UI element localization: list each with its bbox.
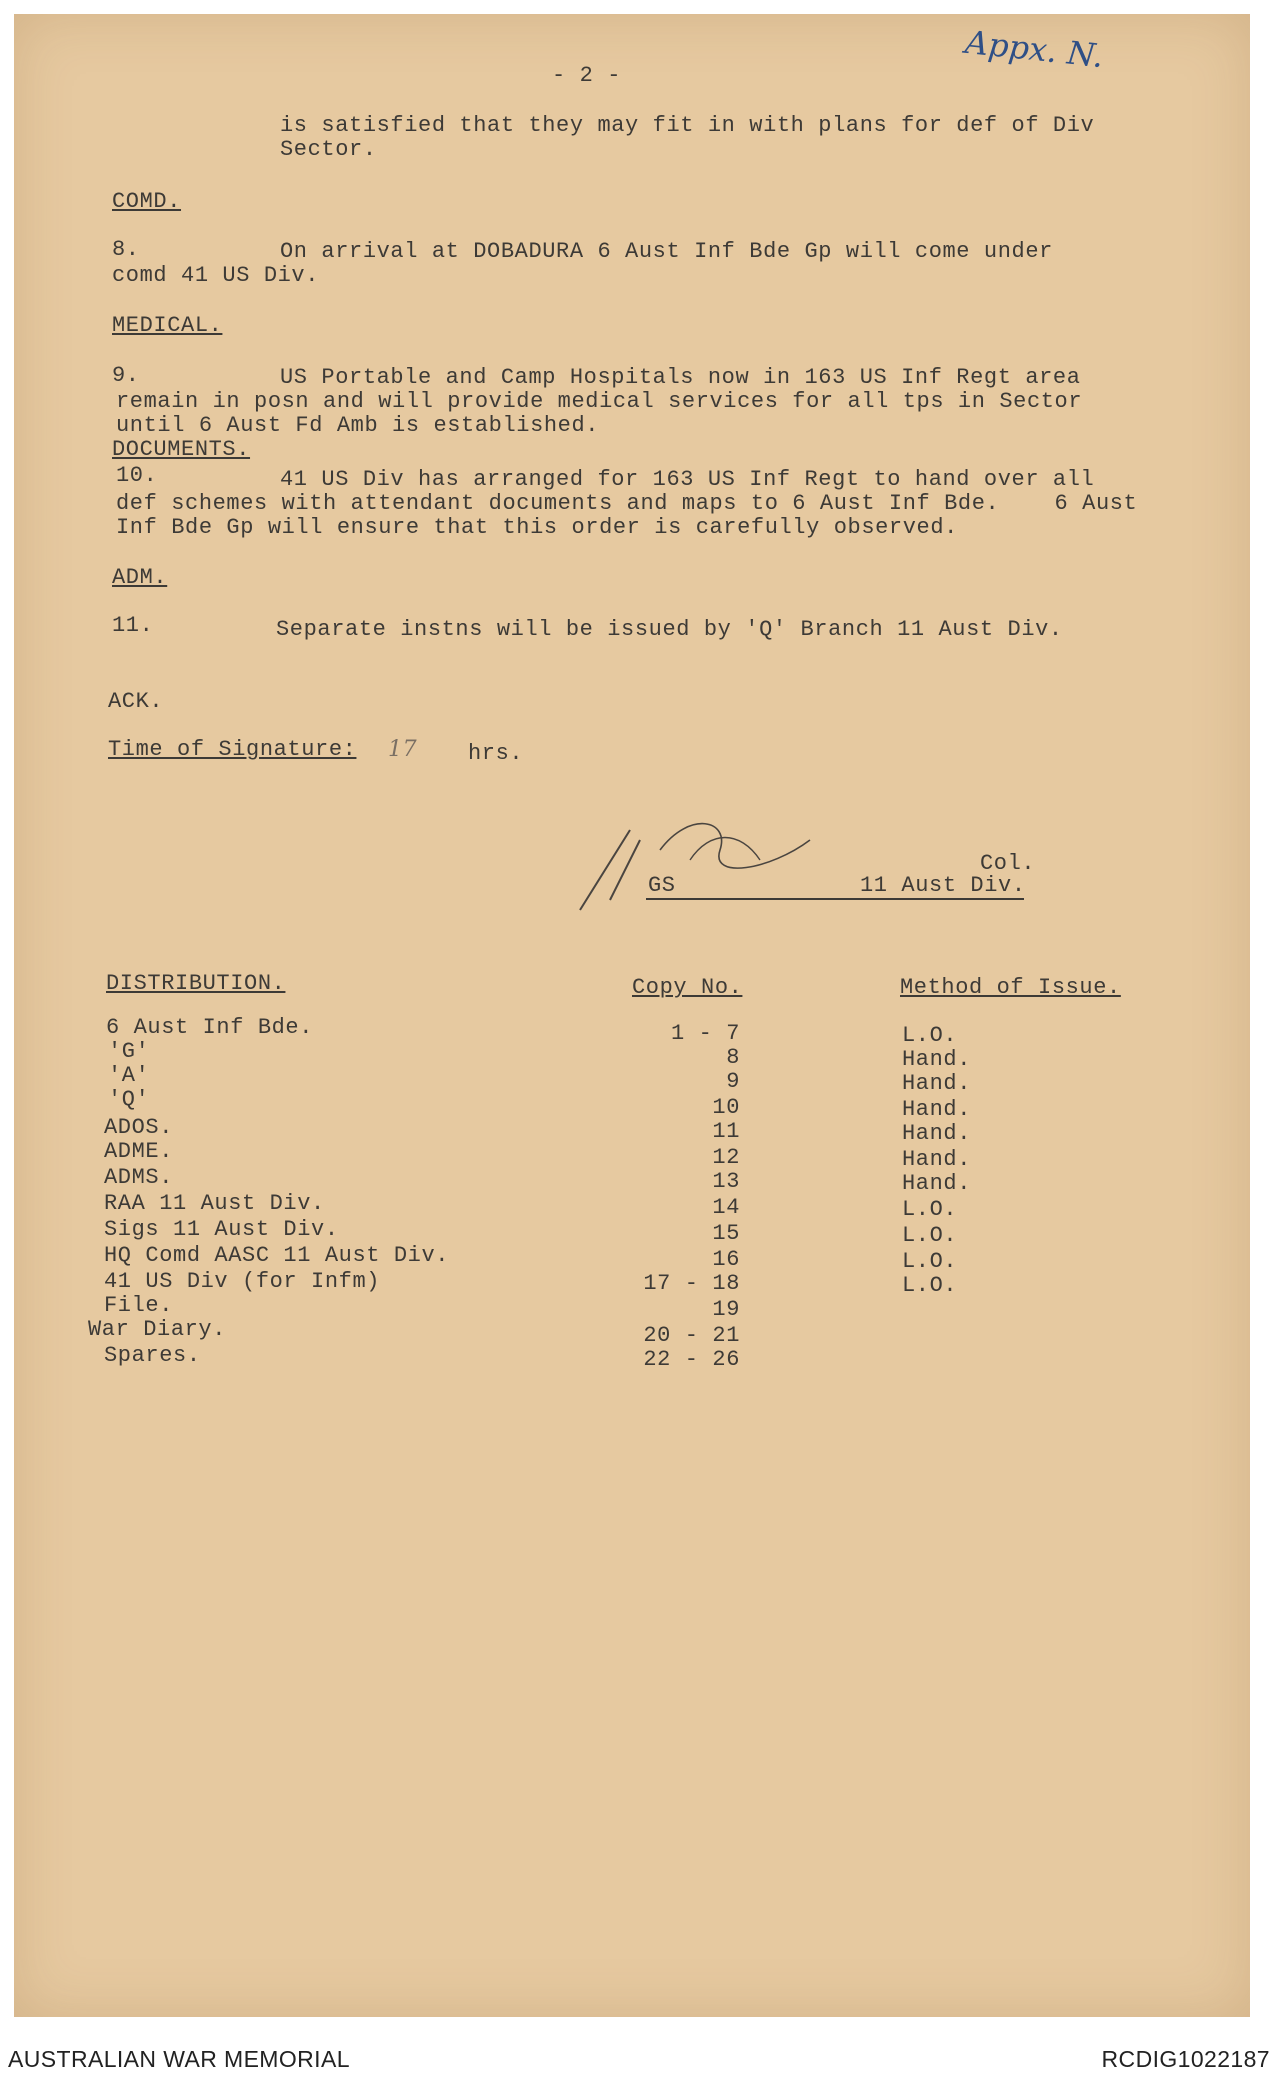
list-item: 16	[712, 1247, 740, 1272]
list-item: L.O.	[902, 1223, 958, 1248]
list-item: 41 US Div (for Infm)	[104, 1269, 381, 1294]
para-8-line-1: On arrival at DOBADURA 6 Aust Inf Bde Gp will come under	[280, 239, 1053, 264]
list-item: 15	[712, 1221, 740, 1246]
list-item: 19	[712, 1297, 740, 1322]
list-item: L.O.	[902, 1249, 958, 1274]
list-item: War Diary.	[88, 1317, 227, 1342]
list-item: 12	[712, 1145, 740, 1170]
list-item: File.	[104, 1293, 174, 1318]
list-item: 14	[712, 1195, 740, 1220]
signature-rule	[646, 898, 1024, 900]
list-item: ADME.	[104, 1139, 174, 1164]
footer-institution: AUSTRALIAN WAR MEMORIAL	[8, 2046, 350, 2072]
list-item: RAA 11 Aust Div.	[104, 1191, 325, 1216]
list-item: 9	[726, 1069, 740, 1094]
para-10-line-3: Inf Bde Gp will ensure that this order is carefully observed.	[116, 515, 958, 540]
list-item: L.O.	[902, 1273, 958, 1298]
list-item: 11	[712, 1119, 740, 1144]
para-11-number: 11.	[112, 613, 154, 638]
page-number: - 2 -	[552, 63, 622, 88]
list-item: Hand.	[902, 1171, 972, 1196]
list-item: 17 - 18	[643, 1271, 740, 1296]
para-10-line-1: 41 US Div has arranged for 163 US Inf Regt to hand over all	[280, 467, 1095, 492]
footer-record-id: RCDIG1022187	[1101, 2046, 1270, 2072]
list-item: Hand.	[902, 1147, 972, 1172]
heading-medical: MEDICAL.	[112, 313, 223, 338]
para-10-number: 10.	[116, 463, 158, 488]
list-item: 22 - 26	[643, 1347, 740, 1372]
list-item: Sigs 11 Aust Div.	[104, 1217, 339, 1242]
intro-line-2: Sector.	[280, 137, 377, 162]
signature-scrawl	[570, 790, 850, 930]
list-item: ADOS.	[104, 1115, 174, 1140]
para-9-line-1: US Portable and Camp Hospitals now in 163 US Inf Regt area	[280, 365, 1081, 390]
list-item: 13	[712, 1169, 740, 1194]
list-item: HQ Comd AASC 11 Aust Div.	[104, 1243, 450, 1268]
list-item: 8	[726, 1045, 740, 1070]
list-item: 10	[712, 1095, 740, 1120]
para-11-line-1: Separate instns will be issued by 'Q' Branch 11 Aust Div.	[276, 617, 1063, 642]
para-8-number: 8.	[112, 237, 140, 262]
heading-comd: COMD.	[112, 189, 182, 214]
copy-number-header: Copy No.	[632, 975, 743, 1000]
list-item: 'A'	[108, 1063, 150, 1088]
list-item: 6 Aust Inf Bde.	[106, 1015, 314, 1040]
time-of-signature-label: Time of Signature:	[108, 737, 357, 762]
list-item: L.O.	[902, 1197, 958, 1222]
list-item: Hand.	[902, 1097, 972, 1122]
para-9-line-2: remain in posn and will provide medical services for all tps in Sector	[116, 389, 1083, 414]
list-item: 'Q'	[108, 1087, 150, 1112]
distribution-header: DISTRIBUTION.	[106, 971, 286, 996]
time-suffix: hrs.	[468, 741, 524, 766]
para-9-number: 9.	[112, 363, 140, 388]
intro-line-1: is satisfied that they may fit in with plans for def of Div	[280, 113, 1095, 138]
appendix-note: Appx. N.	[963, 22, 1106, 76]
list-item: L.O.	[902, 1023, 958, 1048]
heading-documents: DOCUMENTS.	[112, 437, 251, 462]
signature-unit: 11 Aust Div.	[860, 873, 1026, 898]
list-item: ADMS.	[104, 1165, 174, 1190]
list-item: 1 - 7	[670, 1021, 740, 1046]
signature-rank: Col.	[980, 851, 1036, 876]
para-8-line-2: comd 41 US Div.	[112, 263, 320, 288]
heading-adm: ADM.	[112, 565, 168, 590]
para-10-line-2: def schemes with attendant documents and maps to 6 Aust Inf Bde. 6 Aust	[116, 491, 1138, 516]
list-item: 'G'	[108, 1039, 150, 1064]
time-of-signature-value: 17	[388, 737, 418, 762]
ack: ACK.	[108, 689, 164, 714]
signature-role: GS	[648, 873, 676, 898]
list-item: 20 - 21	[643, 1323, 740, 1348]
para-9-line-3: until 6 Aust Fd Amb is established.	[116, 413, 600, 438]
list-item: Hand.	[902, 1121, 972, 1146]
method-of-issue-header: Method of Issue.	[900, 975, 1121, 1000]
list-item: Hand.	[902, 1071, 972, 1096]
list-item: Hand.	[902, 1047, 972, 1072]
list-item: Spares.	[104, 1343, 201, 1368]
